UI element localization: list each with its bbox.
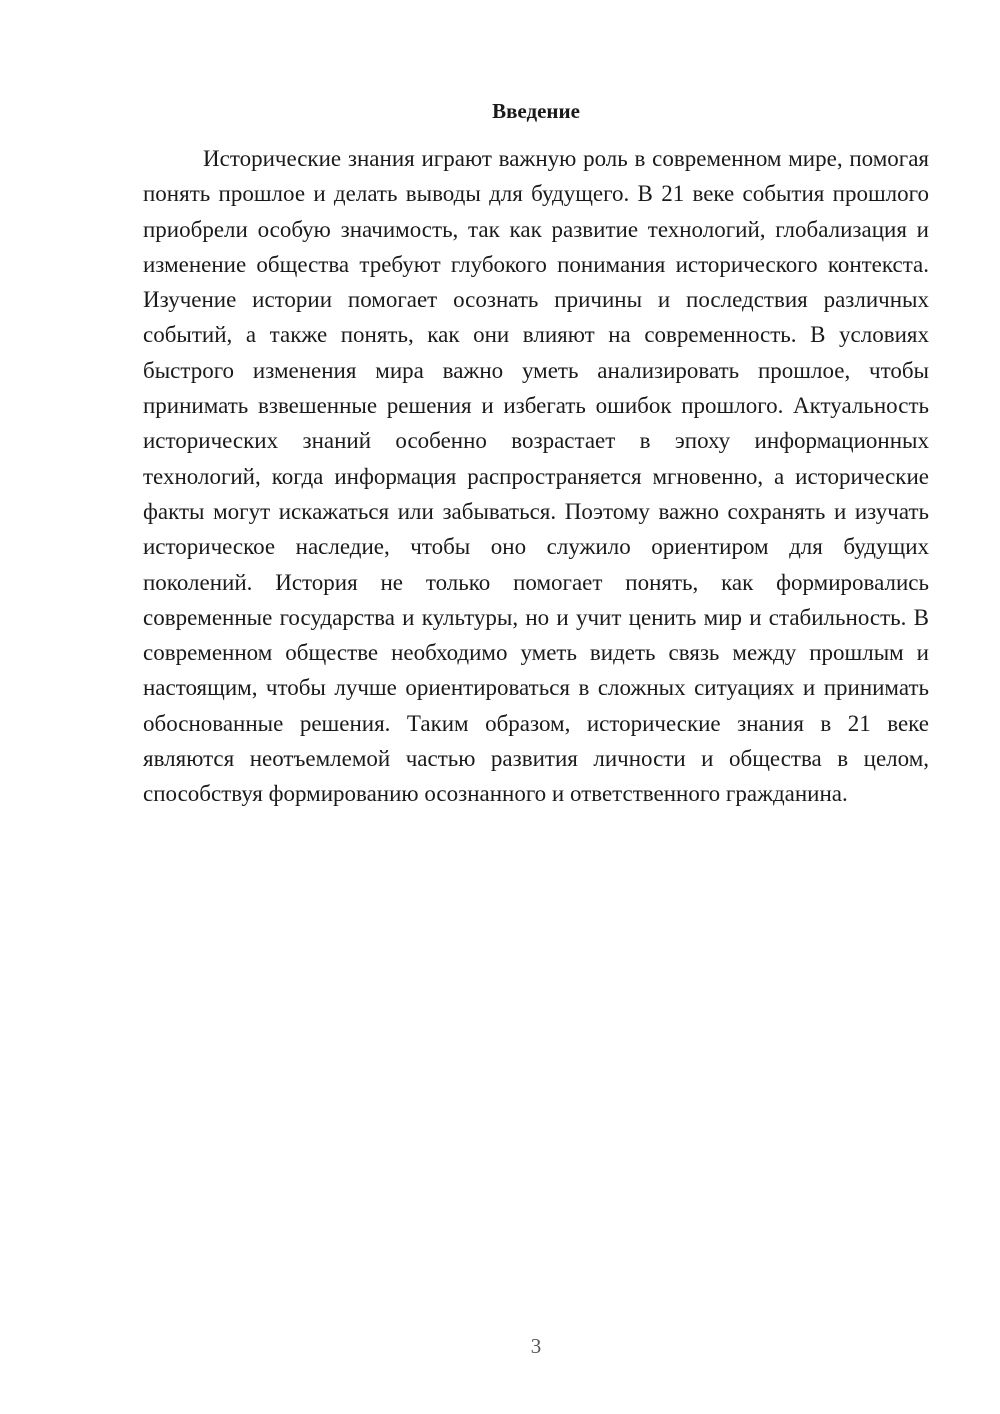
page-number: 3 [530, 1334, 542, 1358]
body-paragraph: Исторические знания играют важную роль в современном мире, помогая понять прошлое и делать выводы для будущего. В 21 веке события прошлого приобрели особую значимость, так как развитие технологий, глобализация и изменение общества требуют глубокого понимания исторического контекста. Изучение истории помогает осознать причины и последствия различных событий, а также понять, как они влияют на современность. В условиях быстрого изменения мира важно уметь анализировать прошлое, чтобы принимать взвешенные решения и избегать ошибок прошлого. Актуальность исторических знаний особенно возрастает в эпоху информационных технологий, когда информация распространяется мгновенно, а исторические факты могут искажаться или забываться. Поэтому важно сохранять и изучать историческое наследие, чтобы оно служило ориентиром для будущих поколений. История не только помогает понять, как формировались современные государства и культуры, но и учит ценить мир и стабильность. В современном обществе необходимо уметь видеть связь между прошлым и настоящим, чтобы лучше ориентироваться в сложных ситуациях и принимать обоснованные решения. Таким образом, исторические знания в 21 веке являются неотъемлемой частью развития личности и общества в целом, способствуя формированию осознанного и ответственного гражданина. [143, 146, 929, 807]
section-heading: Введение [492, 99, 580, 123]
